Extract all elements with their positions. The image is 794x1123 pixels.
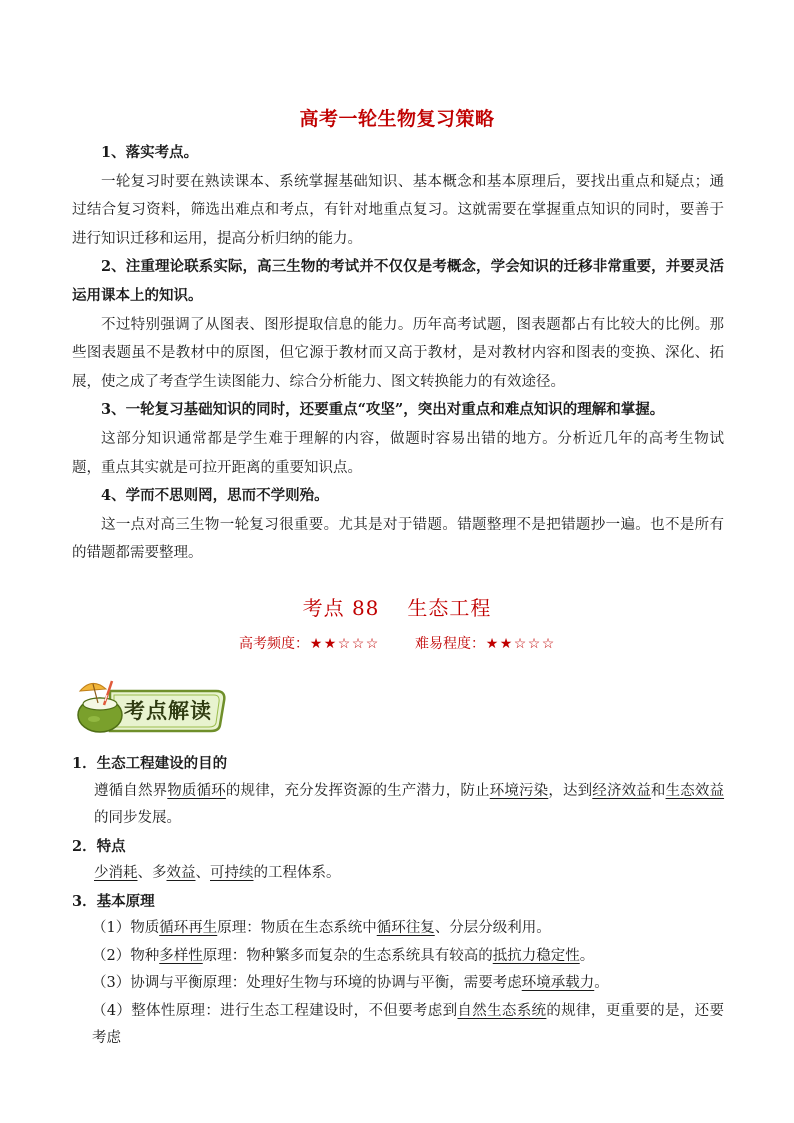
exam-frequency-rating <box>239 633 379 653</box>
star-empty-icon: ☆ <box>527 636 541 652</box>
strategy-paragraph: 不过特别强调了从图表、图形提取信息的能力。历年高考试题，图表题都占有比较大的比例。那些图表题虽不是教材中的原图，但它源于教材而又高于教材，是对教材内容和图表的变换、深化、拓展，使之成了考查学生读图能力、综合分析能力、图文转换能力的有效途径。 <box>72 316 724 390</box>
rating-label: 难易程度： <box>415 636 485 652</box>
text-segment: （3）协调与平衡原理：处理好生物与环境的协调与平衡，需要考虑 <box>92 975 522 991</box>
content-paragraph <box>72 860 724 888</box>
text-segment: ，达到 <box>548 782 593 799</box>
key-term: 循环往复 <box>376 920 435 936</box>
content-heading <box>72 833 724 861</box>
star-empty-icon: ☆ <box>365 636 379 652</box>
key-term: 多样性 <box>159 947 203 964</box>
strategy-heading: 3、一轮复习基础知识的同时，还要重点“攻坚”，突出对重点和难点知识的理解和掌握。 <box>101 401 665 419</box>
text-segment: 。 <box>594 975 609 991</box>
principle-item <box>72 943 724 971</box>
text-segment: 、多 <box>137 865 167 881</box>
content-paragraph <box>72 778 724 833</box>
key-term: 生态效益 <box>665 782 725 799</box>
star-filled-icon: ★ <box>499 636 513 652</box>
text-segment: 的工程体系。 <box>253 865 341 881</box>
star-empty-icon: ☆ <box>337 636 351 652</box>
principle-item <box>72 998 724 1053</box>
text-segment: （1）物质 <box>92 920 160 936</box>
badge-label: 考点解读 <box>124 698 212 723</box>
key-term: 环境污染 <box>489 782 549 799</box>
text-segment: （4）整体性原理：进行生态工程建设时，不但要考虑到 <box>92 1002 458 1019</box>
text-segment: 、分层分级利用。 <box>434 920 551 936</box>
star-filled-icon: ★ <box>309 636 323 652</box>
key-term: 效益 <box>166 865 196 881</box>
key-term: 物质循环 <box>167 782 226 799</box>
strategy-heading: 1、落实考点。 <box>101 144 199 161</box>
key-term: 自然生态系统 <box>457 1002 547 1019</box>
star-filled-icon: ★ <box>485 636 499 652</box>
ratings-row <box>0 633 794 653</box>
strategy-section <box>72 139 724 568</box>
strategy-heading: 2、注重理论联系实际，高三生物的考试并不仅仅是考概念，学会知识的迁移非常重要，并要灵活运用课本上的知识。 <box>72 258 724 304</box>
section-number: 考点 88 <box>302 596 380 620</box>
text-segment: 遵循自然界 <box>94 782 168 799</box>
kaodian-content <box>72 750 724 1053</box>
strategy-paragraph: 这一点对高三生物一轮复习很重要。尤其是对于错题。错题整理不是把错题抄一遍。也不是所有的错题都需要整理。 <box>72 516 724 562</box>
star-empty-icon: ☆ <box>541 636 555 652</box>
section-title <box>0 592 794 621</box>
text-segment: 。 <box>579 947 595 964</box>
key-term: 抵抗力稳定性 <box>492 947 580 964</box>
key-term: 可持续 <box>210 865 254 881</box>
text-segment: 的规律，更重要的是，还要考虑 <box>92 1002 724 1046</box>
principle-item <box>72 915 724 943</box>
strategy-paragraph: 一轮复习时要在熟读课本、系统掌握基础知识、基本概念和基本原理后，要找出重点和疑点；通过结合复习资料，筛选出难点和考点，有针对地重点复习。这就需要在掌握重点知识的同时，要善于进行知识迁移和运用，提高分析归纳的能力。 <box>72 173 724 247</box>
text-segment: 的同步发展。 <box>94 810 181 826</box>
strategy-heading: 4、学而不思则罔，思而不学则殆。 <box>101 487 329 505</box>
text-segment: 1．生态工程建设的目的 <box>72 755 228 772</box>
rating-label: 高考频度： <box>239 636 309 652</box>
star-empty-icon: ☆ <box>513 636 527 652</box>
text-segment: 的规律，充分发挥资源的生产潜力，防止 <box>225 782 490 799</box>
key-term: 经济效益 <box>592 782 651 799</box>
text-segment: 、 <box>195 865 210 881</box>
text-segment: （2）物种 <box>92 947 160 964</box>
content-heading <box>72 888 724 916</box>
principle-item <box>72 970 724 998</box>
text-segment: 原理：物种繁多而复杂的生态系统具有较高的 <box>202 947 493 964</box>
badge-kaodian-jiedu <box>70 677 228 735</box>
key-term: 少消耗 <box>94 865 138 881</box>
strategy-paragraph: 这部分知识通常都是学生难于理解的内容，做题时容易出错的地方。分析近几年的高考生物试题，重点其实就是可拉开距离的重要知识点。 <box>72 430 724 476</box>
text-segment: 2．特点 <box>72 837 126 855</box>
key-term: 循环再生 <box>159 920 218 936</box>
key-term: 环境承载力 <box>521 975 595 991</box>
star-filled-icon: ★ <box>323 636 337 652</box>
document-title: 高考一轮生物复习策略 <box>299 108 495 130</box>
star-empty-icon: ☆ <box>351 636 365 652</box>
section-name: 生态工程 <box>407 596 492 620</box>
difficulty-rating <box>415 633 555 653</box>
content-heading <box>72 750 724 778</box>
text-segment: 和 <box>650 782 666 799</box>
text-segment: 原理：物质在生态系统中 <box>217 920 377 936</box>
text-segment: 3．基本原理 <box>72 892 155 910</box>
